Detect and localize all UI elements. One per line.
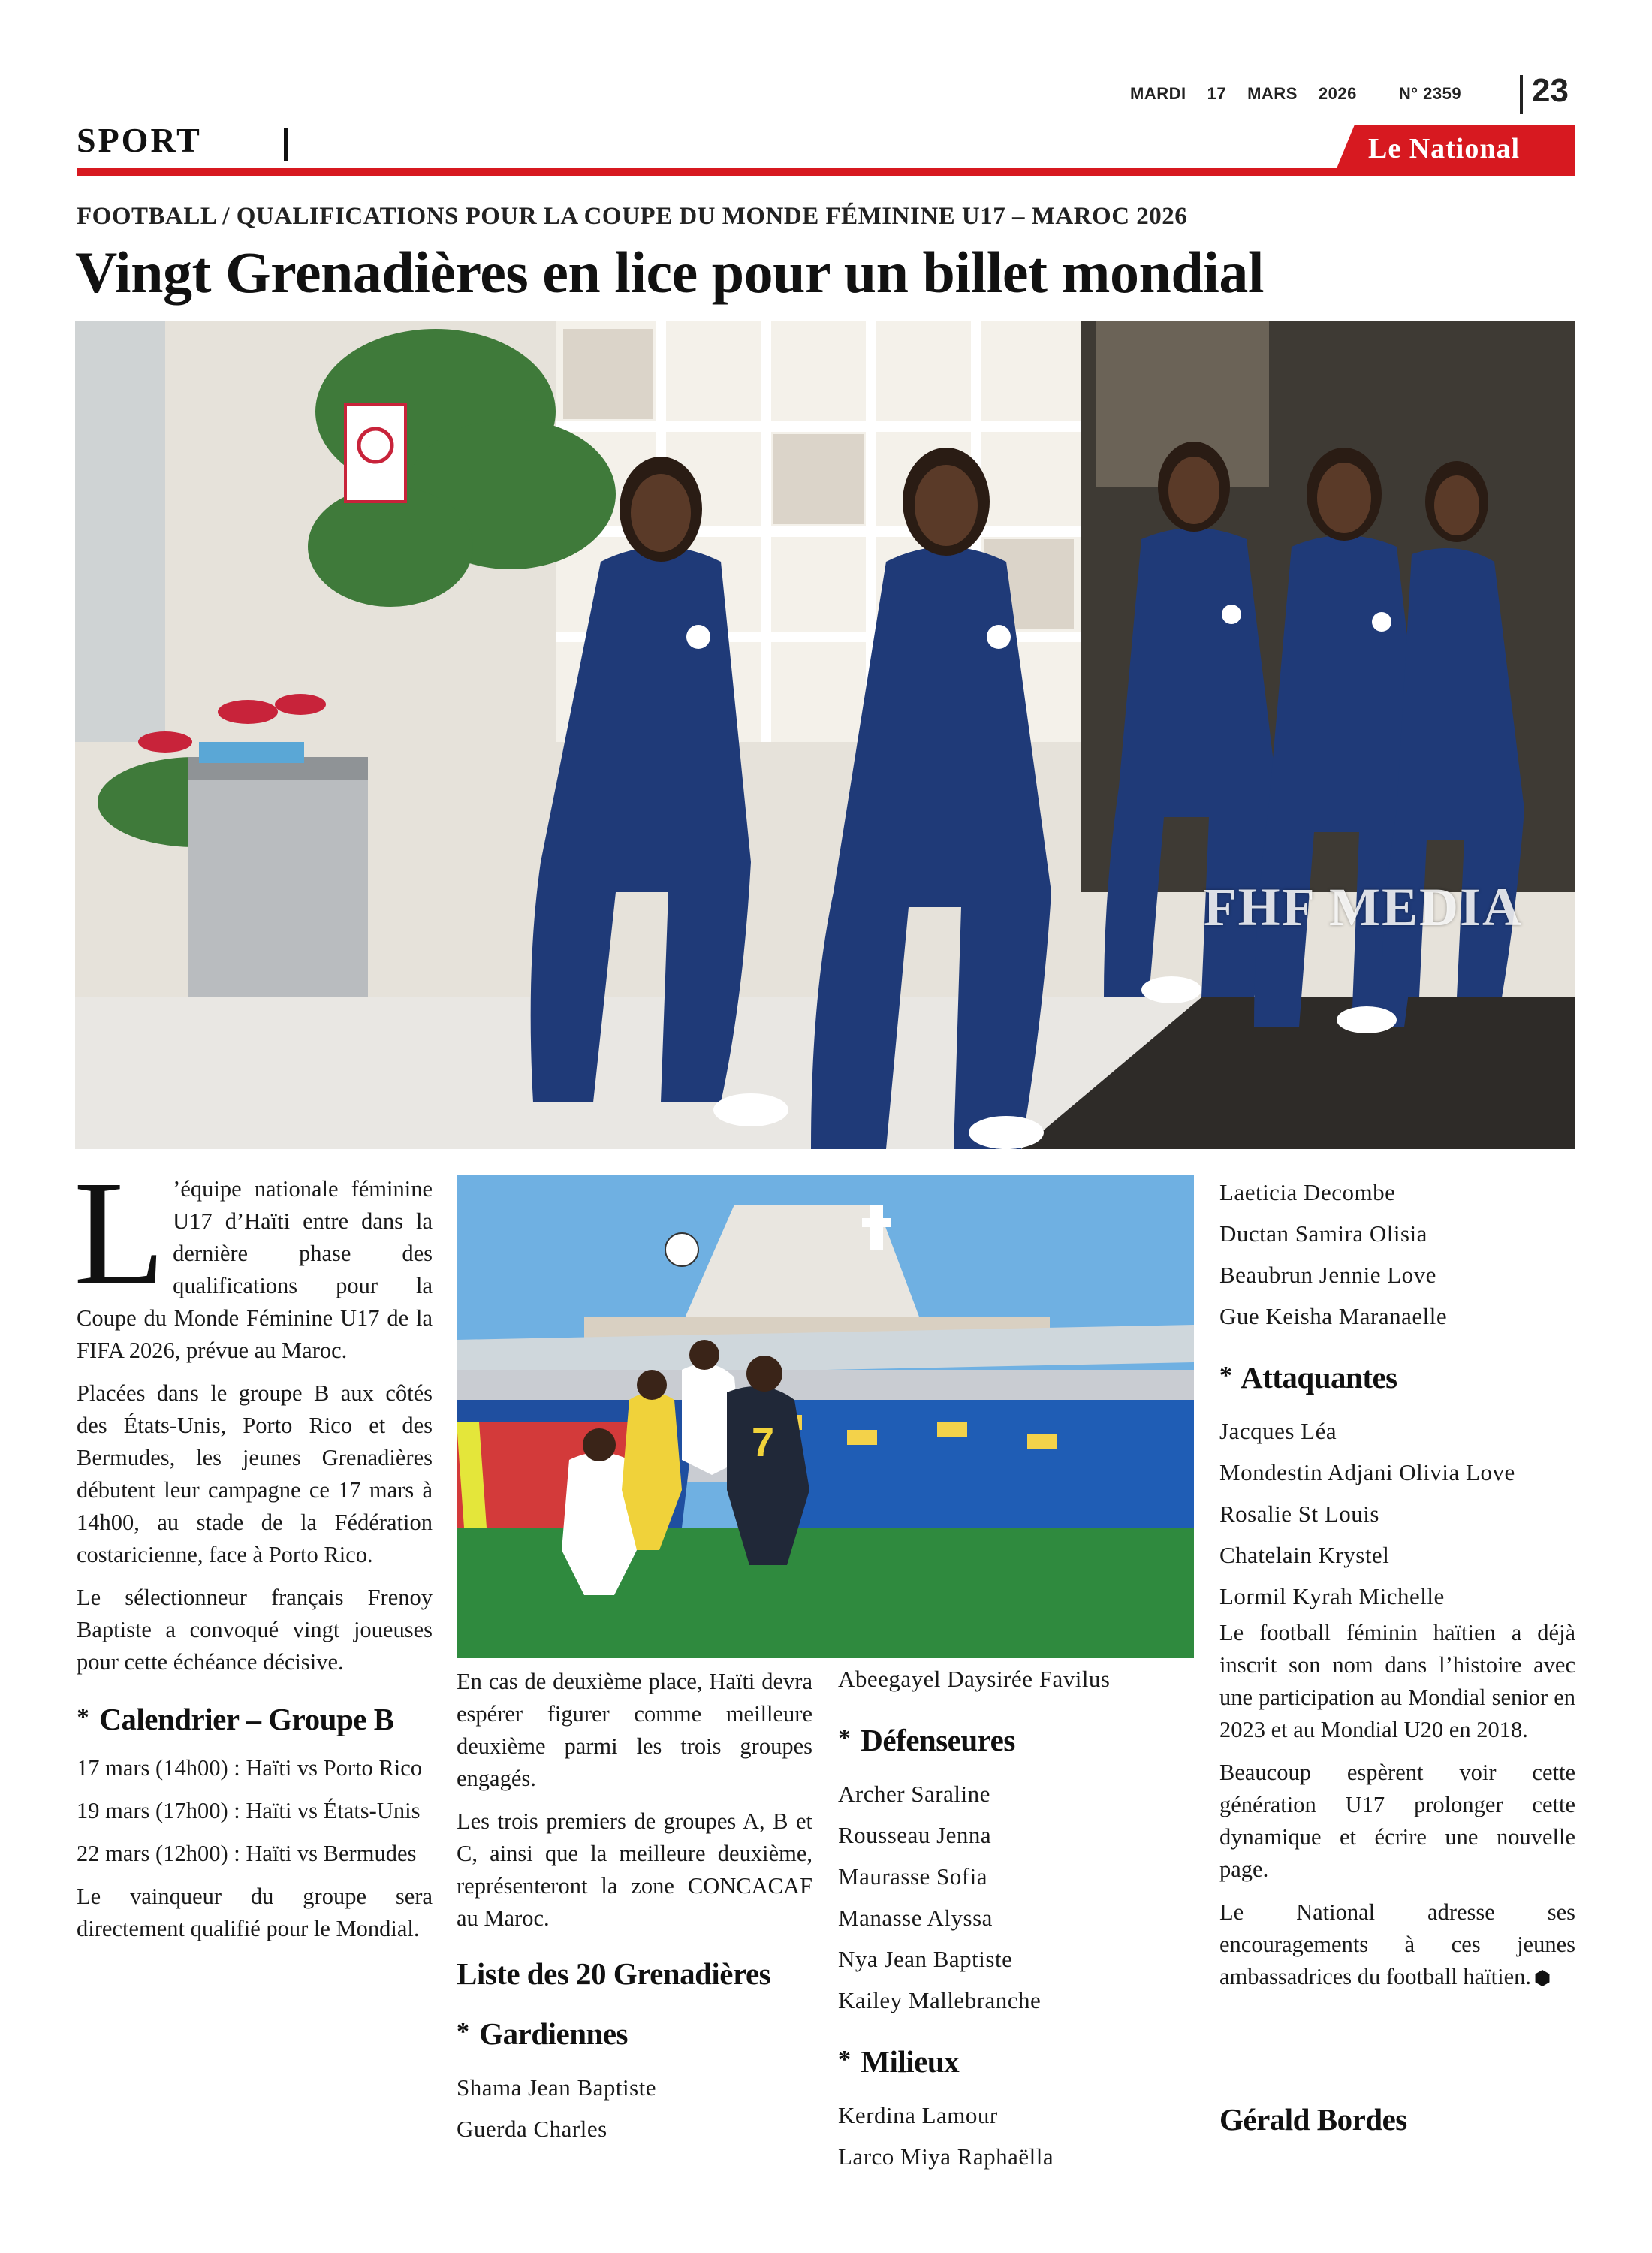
- goalkeepers-heading: [457, 2013, 812, 2053]
- main-photo: [75, 321, 1575, 1149]
- star-marker: *: [838, 1724, 851, 1752]
- team-walking-illustration: [75, 321, 1575, 1149]
- forwards-heading: [1219, 1356, 1575, 1397]
- player-name: Kerdina Lamour: [838, 2102, 998, 2128]
- roster-heading: Liste des 20 Grenadières: [457, 1956, 771, 1991]
- article-kicker: FOOTBALL / QUALIFICATIONS POUR LA COUPE DU MONDE FÉMININE U17 – MAROC 2026: [77, 203, 1188, 230]
- star-marker: *: [77, 1703, 89, 1731]
- paragraph-second-place: En cas de deuxième place, Haïti devra espérer figurer comme meilleure deuxième parmi les trois groupes engagés.: [457, 1669, 812, 1791]
- player-name: Jacques Léa: [1219, 1418, 1337, 1444]
- dateline: [1130, 84, 1491, 104]
- article-column-4: [1219, 1172, 1575, 2004]
- paragraph-hope: Beaucoup espèrent voir cette génération U17 prolonger cette dynamique et écrire une nouvelle page.: [1219, 1760, 1575, 1882]
- midfielders-heading-text: Milieux: [861, 2044, 960, 2079]
- article-column-3: [838, 1658, 1194, 2177]
- calendar-item: 19 mars (17h00) : Haïti vs États-Unis: [77, 1798, 421, 1823]
- paragraph-history: Le football féminin haïtien a déjà inscrit son nom dans l’histoire avec une participation au Mondial senior en 2023 et au Mondial U20 en 2018.: [1219, 1620, 1575, 1742]
- star-marker: *: [1219, 1362, 1232, 1389]
- section-divider: [284, 128, 288, 161]
- player-name: Laeticia Decombe: [1219, 1179, 1396, 1205]
- date-day: MARDI: [1130, 84, 1186, 103]
- date-number: 17: [1207, 84, 1227, 103]
- player-name: Beaubrun Jennie Love: [1219, 1262, 1436, 1288]
- player-name: Archer Saraline: [838, 1781, 990, 1807]
- paragraph-group: Placées dans le groupe B aux côtés des États-Unis, Porto Rico et des Bermudes, les jeunes Grenadières débutent leur campagne ce 17 mars à 14h00, au stade de la Fédération costaricienne, face à Porto Rico.: [77, 1380, 433, 1567]
- end-mark-icon: [1534, 1970, 1551, 1986]
- section-label: SPORT: [77, 121, 202, 159]
- article-column-2: [457, 1666, 812, 2149]
- intro-paragraph: [74, 1151, 433, 1367]
- player-name: Shama Jean Baptiste: [457, 2074, 657, 2101]
- page-number-divider: [1520, 75, 1523, 114]
- article-headline: Vingt Grenadières en lice pour un billet mondial: [75, 240, 1265, 305]
- player-name: Ductan Samira Olisia: [1219, 1220, 1427, 1247]
- article-column-1: [74, 1151, 433, 1956]
- football-match-illustration: [457, 1175, 1194, 1658]
- goalkeepers-heading-text: Gardiennes: [479, 2016, 628, 2051]
- player-name: Larco Miya Raphaëlla: [838, 2143, 1054, 2170]
- player-name: Chatelain Krystel: [1219, 1542, 1390, 1568]
- player-name: Gue Keisha Maranaelle: [1219, 1303, 1448, 1329]
- calendar-item: 22 mars (12h00) : Haïti vs Bermudes: [77, 1841, 417, 1866]
- paragraph-encouragement: [1219, 1896, 1575, 1993]
- player-name: Lormil Kyrah Michelle: [1219, 1583, 1445, 1609]
- player-name: Rosalie St Louis: [1219, 1500, 1379, 1527]
- player-name: Kailey Mallebranche: [838, 1987, 1042, 2013]
- calendar-heading: [77, 1698, 433, 1739]
- player-name: Maurasse Sofia: [838, 1863, 987, 1890]
- midfielders-heading: [838, 2040, 1194, 2081]
- player-name: Abeegayel Daysirée Favilus: [838, 1666, 1111, 1692]
- star-marker: *: [457, 2018, 469, 2046]
- date-year: 2026: [1318, 84, 1357, 103]
- page-number: 23: [1532, 72, 1569, 109]
- star-marker: *: [838, 2046, 851, 2074]
- article-byline: Gérald Bordes: [1219, 2102, 1407, 2137]
- intro-text: ’équipe nationale féminine U17 d’Haïti entre dans la dernière phase des qualifications pour la Coupe du Monde Féminine U17 de la FIFA 2026, prévue au Maroc.: [77, 1176, 433, 1363]
- drop-cap: L: [74, 1151, 166, 1317]
- player-name: Nya Jean Baptiste: [838, 1946, 1013, 1972]
- calendar-item: 17 mars (14h00) : Haïti vs Porto Rico: [77, 1755, 423, 1781]
- player-name: Guerda Charles: [457, 2116, 607, 2142]
- paragraph-winner: Le vainqueur du groupe sera directement qualifié pour le Mondial.: [77, 1884, 433, 1941]
- newspaper-brand: Le National: [1368, 133, 1521, 164]
- jersey-number: 7: [752, 1420, 775, 1465]
- photo-watermark: FHF MEDIA: [1203, 877, 1523, 937]
- defenders-heading-text: Défenseures: [861, 1723, 1015, 1757]
- calendar-heading-text: Calendrier – Groupe B: [99, 1702, 394, 1736]
- date-month: MARS: [1247, 84, 1298, 103]
- encouragement-text: Le National adresse ses encouragements à ces jeunes ambassadrices du football haïtien.: [1219, 1899, 1575, 1989]
- defenders-heading: [838, 1719, 1194, 1760]
- player-name: Manasse Alyssa: [838, 1905, 993, 1931]
- forwards-heading-text: Attaquantes: [1241, 1360, 1397, 1395]
- player-name: Mondestin Adjani Olivia Love: [1219, 1459, 1515, 1485]
- paragraph-coach: Le sélectionneur français Frenoy Baptiste a convoqué vingt joueuses pour cette échéance décisive.: [77, 1585, 433, 1675]
- issue-number: N° 2359: [1398, 84, 1462, 103]
- paragraph-concacaf: Les trois premiers de groupes A, B et C, ainsi que la meilleure deuxième, représenteront la zone CONCACAF au Maroc.: [457, 1808, 812, 1931]
- header-rule: [77, 168, 1575, 176]
- match-photo: [457, 1175, 1194, 1658]
- player-name: Rousseau Jenna: [838, 1822, 992, 1848]
